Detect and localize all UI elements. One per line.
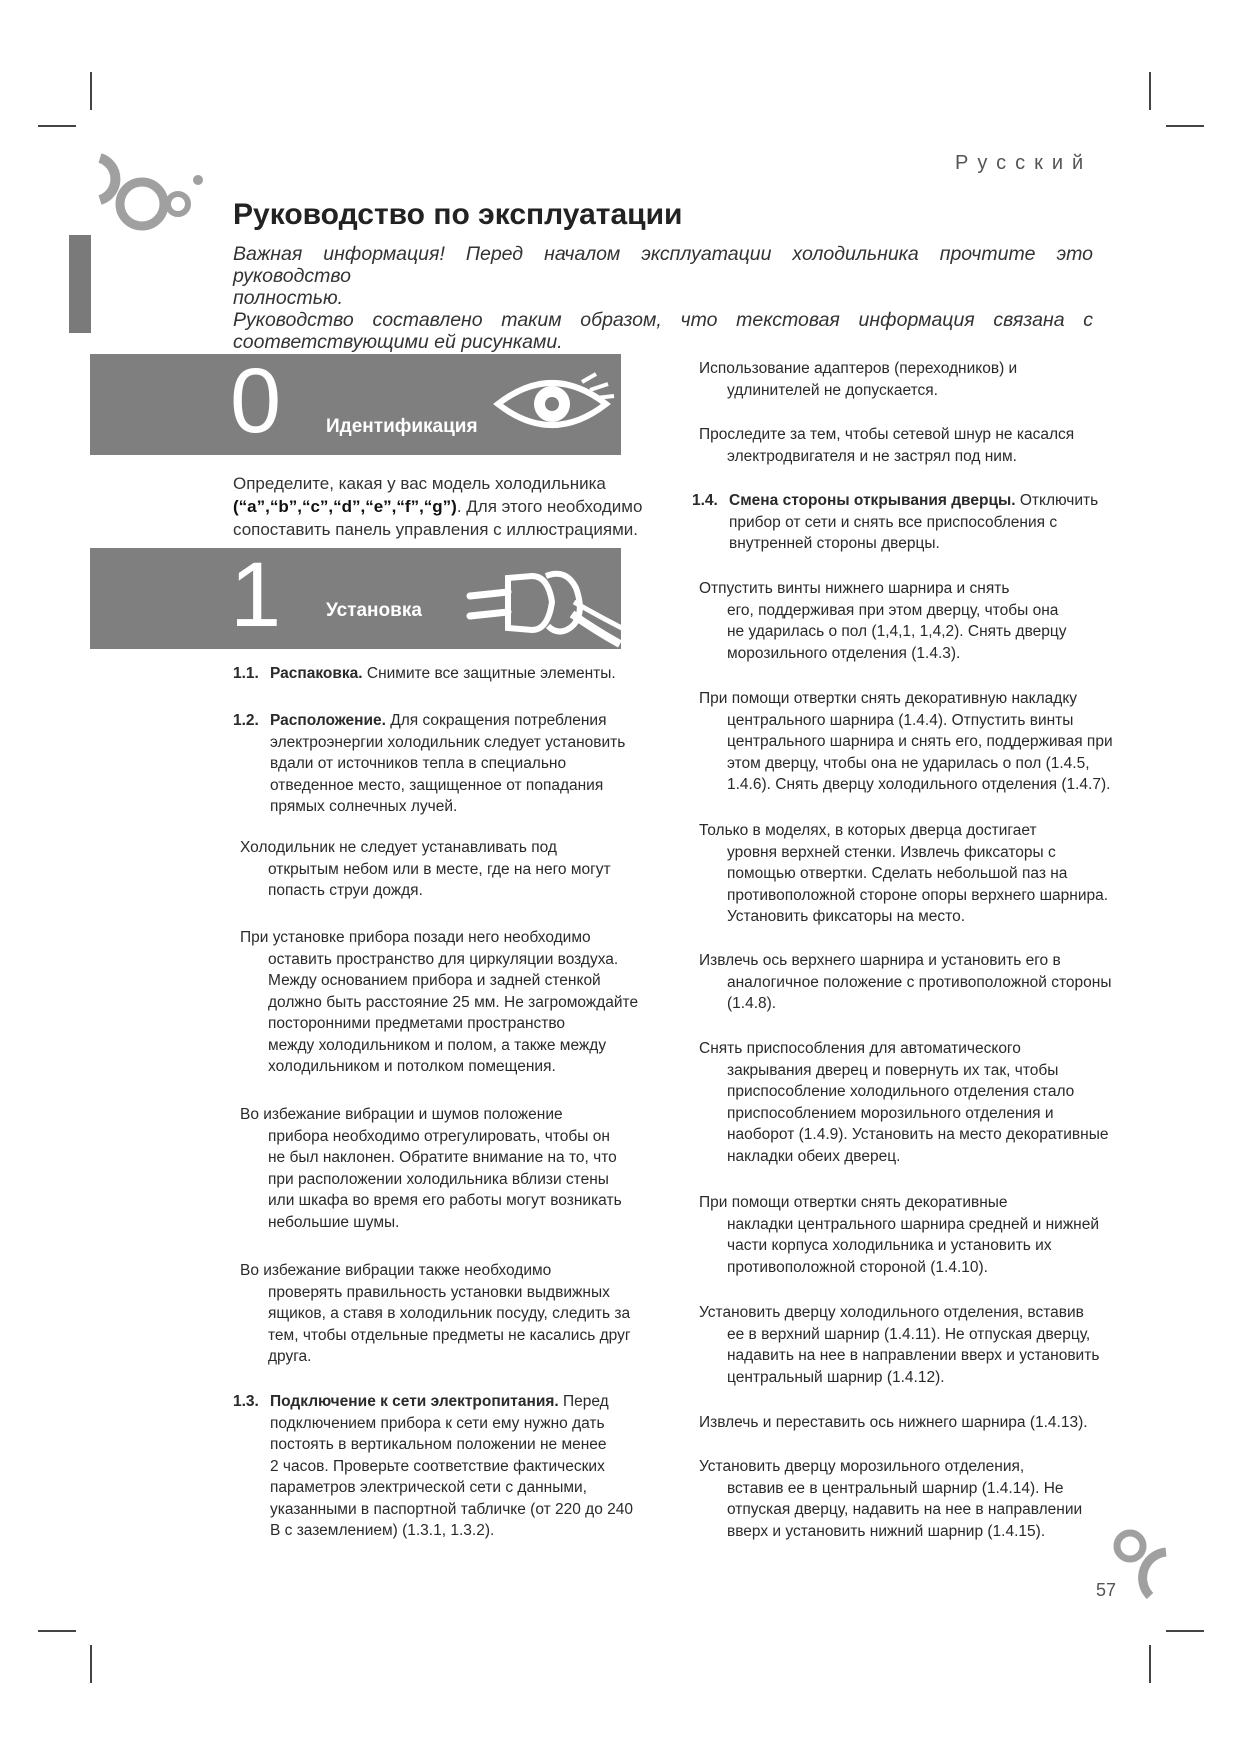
model-list: (“a”,“b”,“c”,“d”,“e”,“f”,“g”) (233, 497, 457, 516)
text-line: удлинителей не допускается. (727, 381, 938, 399)
text-line: центрального шарнира и снять его, поддерживая при (727, 733, 1113, 750)
section-number: 1 (230, 548, 282, 646)
crop-mark (90, 1645, 92, 1683)
text-line: Холодильник не следует устанавливать под (240, 839, 557, 856)
text-line: При помощи отвертки снять декоративные (699, 1194, 1008, 1211)
text-line: между холодильником и полом, а также между (268, 1036, 607, 1054)
text-line: внутренней стороны дверцы. (729, 535, 940, 552)
paragraph (699, 1412, 1088, 1434)
item-number: 1.2. (233, 712, 259, 729)
paragraph (233, 1391, 633, 1542)
text-line: тем, чтобы отдельные предметы не касались друг (268, 1326, 631, 1344)
text-line: 2 часов. Проверьте соответствие фактических (270, 1457, 605, 1475)
crop-mark (38, 1630, 76, 1632)
text-line: Извлечь ось верхнего шарнира и установить его в (699, 952, 1061, 969)
text-line: Установить дверцу морозильного отделения, (699, 1458, 1025, 1475)
text-line: накладки обеих дверец. (727, 1147, 901, 1165)
paragraph (699, 1192, 1099, 1278)
text-line: закрывания дверец и повернуть их так, чтобы (727, 1061, 1059, 1079)
paragraph (233, 710, 625, 818)
section-title: Идентификация (326, 416, 478, 437)
paragraph (699, 1456, 1082, 1542)
text-line: указанными в паспортной табличке (от 220 до 240 (270, 1500, 634, 1518)
text-line: должно быть расстояние 25 мм. Не загромождайте (268, 993, 639, 1011)
paragraph (699, 578, 1067, 664)
crop-mark (1166, 125, 1204, 127)
text-line: проверять правильность установки выдвижных (268, 1283, 610, 1301)
text-line: При установке прибора позади него необходимо (240, 929, 591, 946)
paragraph (699, 1302, 1099, 1388)
text-line: подключением прибора к сети ему нужно дать (270, 1414, 605, 1432)
text-line: ящиков, а ставя в холодильник посуду, следить за (268, 1305, 631, 1322)
text-line: Снять приспособления для автоматического (699, 1040, 1021, 1057)
text-line: Проследите за тем, чтобы сетевой шнур не касался (699, 426, 1075, 443)
paragraph (692, 490, 1098, 555)
text-line: прямых солнечных лучей. (270, 798, 458, 815)
text-line: Извлечь и переставить ось нижнего шарнира (1.4.13). (699, 1414, 1088, 1431)
section-number: 0 (230, 354, 282, 452)
text-line: аналогичное положение с противоположной стороны (727, 973, 1112, 991)
intro-line: Руководство составлено таким образом, что текстовая информация связана с (233, 309, 1093, 331)
ident-line: сопоставить панель управления с иллюстрациями. (233, 520, 638, 539)
ident-text: . Для этого необходимо (456, 497, 643, 516)
text-line: посторонними предметами пространство (268, 1015, 566, 1032)
text-line: помощью отвертки. Сделать небольшой паз на (727, 865, 1068, 882)
item-text: Для сокращения потребления (385, 712, 607, 729)
text-line: 1.4.6). Снять дверцу холодильного отделения (1.4.7). (727, 776, 1111, 793)
text-line: центральный шарнир (1.4.12). (727, 1368, 945, 1386)
paragraph (699, 820, 1108, 928)
text-line: вдали от источников тепла в специально (270, 755, 567, 772)
text-line: электродвигателя и не застрял под ним. (727, 447, 1017, 465)
text-line: морозильного отделения (1.4.3). (727, 644, 961, 662)
section-0-header (90, 354, 621, 455)
text-line: Во избежание вибрации и шумов положение (240, 1106, 563, 1123)
text-line (233, 663, 616, 685)
paragraph (233, 663, 616, 685)
item-number: 1.3. (233, 1393, 259, 1410)
text-line: открытым небом или в месте, где на него могут (268, 860, 611, 878)
intro-text (233, 243, 1093, 353)
text-line: вверх и установить нижний шарнир (1.4.15). (727, 1522, 1046, 1540)
paragraph (699, 950, 1111, 1015)
item-text: Отключить (1015, 492, 1099, 509)
text-line: Во избежание вибрации также необходимо (240, 1262, 552, 1279)
paragraph (240, 1104, 622, 1233)
eye-icon (492, 368, 617, 440)
item-text: Перед (558, 1393, 609, 1410)
crop-mark (90, 72, 92, 110)
text-line: Отпустить винты нижнего шарнира и снять (699, 580, 1010, 597)
text-line: или шкафа во время его работы могут возникать (268, 1192, 622, 1209)
text-line: центрального шарнира (1.4.4). Отпустить винты (727, 711, 1074, 729)
brand-logo-fragment-icon (1110, 1522, 1170, 1602)
text-line: друга. (268, 1348, 312, 1365)
paragraph (240, 837, 611, 902)
text-line: прибор от сети и снять все приспособления с (729, 513, 1058, 531)
crop-mark (1149, 1645, 1151, 1683)
paragraph (699, 688, 1113, 796)
paragraph (699, 1038, 1109, 1167)
text-line: не ударилась о пол (1,4,1, 1,4,2). Снять дверцу (727, 623, 1067, 640)
text-line: электроэнергии холодильник следует установить (270, 733, 626, 751)
text-line: ее в верхний шарнир (1.4.11). Не отпуская дверцу, (727, 1325, 1091, 1343)
text-line: приспособлением морозильного отделения и (727, 1104, 1054, 1122)
paragraph (699, 358, 1017, 401)
crop-mark (1149, 72, 1151, 110)
text-line: В с заземлением) (1.3.1, 1.3.2). (270, 1522, 495, 1539)
ident-line (233, 495, 642, 518)
text-line (233, 1391, 633, 1413)
item-text: Снимите все защитные элементы. (362, 665, 616, 682)
text-line: приспособление холодильного отделения стало (727, 1083, 1075, 1100)
text-line: Использование адаптеров (переходников) и (699, 360, 1018, 377)
text-line (692, 490, 1098, 512)
page-number: 57 (1096, 1580, 1117, 1600)
item-heading: Смена стороны открывания дверцы. (729, 492, 1016, 509)
item-number: 1.4. (692, 492, 718, 509)
section-1-header (90, 548, 621, 649)
text-line: параметров электрической сети с данными, (270, 1479, 587, 1496)
text-line: надавить на нее в направлении вверх и установить (727, 1347, 1100, 1364)
identification-text (233, 472, 642, 541)
text-line: не был наклонен. Обратите внимание на то, что (268, 1149, 617, 1166)
text-line: (1.4.8). (727, 995, 777, 1012)
text-line: этом дверцу, чтобы она не ударилась о пол (1.4.5, (727, 754, 1090, 772)
item-heading: Расположение. (270, 712, 386, 729)
text-line: постоять в вертикальном положении не менее (270, 1436, 607, 1453)
text-line (233, 710, 625, 732)
crop-mark (38, 125, 76, 127)
text-line: небольшие шумы. (268, 1213, 400, 1231)
text-line: При помощи отвертки снять декоративную накладку (699, 690, 1078, 707)
text-line: противоположной стороной (1.4.10). (727, 1258, 988, 1276)
side-bar (69, 235, 91, 333)
text-line: отведенное место, защищенное от попадания (270, 776, 604, 794)
text-line: Только в моделях, в которых дверца достигает (699, 822, 1037, 839)
paragraph (240, 927, 638, 1078)
text-line: накладки центрального шарнира средней и нижней (727, 1215, 1100, 1233)
text-line: прибора необходимо отрегулировать, чтобы он (268, 1127, 610, 1145)
paragraph (240, 1260, 631, 1368)
text-line: части корпуса холодильника и установить их (727, 1237, 1052, 1254)
intro-line: Важная информация! Перед началом эксплуатации холодильника прочтите это руководство (233, 243, 1093, 287)
text-line: противоположной стороне опоры верхнего шарнира. (727, 886, 1109, 904)
section-title: Установка (326, 600, 422, 621)
text-line: Установить дверцу холодильного отделения, вставив (699, 1304, 1084, 1321)
text-line: отпуская дверцу, надавить на нее в направлении (727, 1501, 1083, 1518)
text-line: Между основанием прибора и задней стенкой (268, 972, 601, 989)
ident-line: Определите, какая у вас модель холодильника (233, 474, 606, 493)
plug-icon (462, 558, 621, 648)
text-line: Установить фиксаторы на место. (727, 908, 966, 925)
text-line: его, поддерживая при этом дверцу, чтобы она (727, 601, 1059, 619)
crop-mark (1166, 1630, 1204, 1632)
language-label: Русский (955, 152, 1093, 174)
item-heading: Распаковка. (270, 665, 363, 682)
text-line: при расположении холодильника вблизи стены (268, 1170, 609, 1188)
item-heading: Подключение к сети электропитания. (270, 1393, 559, 1410)
text-line: наоборот (1.4.9). Установить на место декоративные (727, 1126, 1109, 1143)
text-line: попасть струи дождя. (268, 882, 423, 899)
text-line: уровня верхней стенки. Извлечь фиксаторы с (727, 843, 1056, 861)
text-line: оставить пространство для циркуляции воздуха. (268, 950, 619, 968)
page-title: Руководство по эксплуатации (233, 198, 683, 231)
intro-line: полностью. (233, 287, 344, 309)
paragraph (699, 424, 1074, 467)
intro-line: соответствующими ей рисунками. (233, 331, 563, 353)
item-number: 1.1. (233, 665, 259, 682)
text-line: вставив ее в центральный шарнир (1.4.14). Не (727, 1479, 1064, 1497)
text-line: холодильником и потолком помещения. (268, 1058, 556, 1075)
brand-logo-icon (80, 148, 210, 238)
